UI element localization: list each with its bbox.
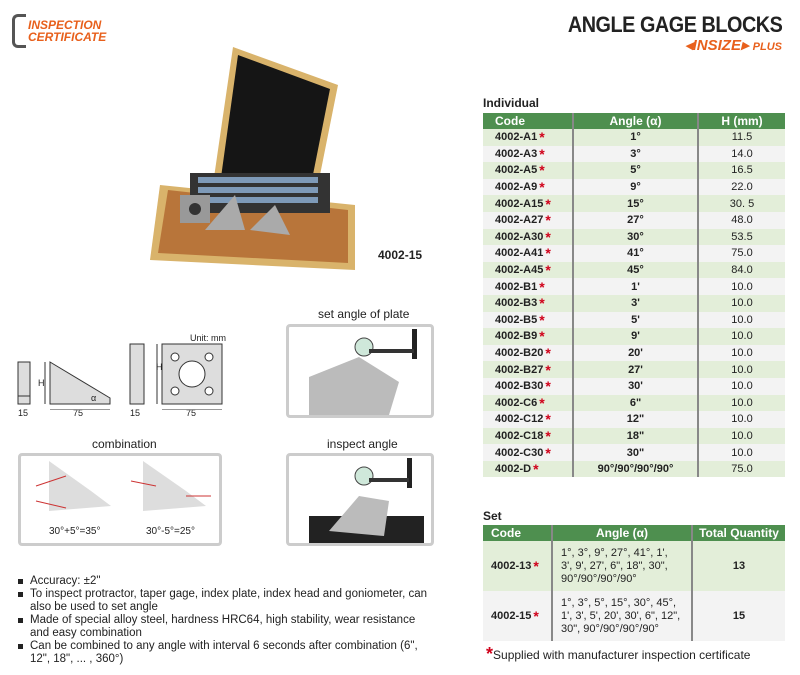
table-row (483, 361, 785, 378)
code-cell: 4002-C30 (495, 446, 544, 459)
angle-cell: 30" (573, 444, 698, 461)
code-cell: 4002-B20 (495, 347, 544, 360)
table-row (483, 295, 785, 312)
angle-cell: 12" (573, 411, 698, 428)
certificate-star-icon: * (539, 311, 545, 328)
height-cell: 10.0 (698, 395, 785, 412)
col-height: H (mm) (698, 113, 785, 129)
individual-table (483, 113, 785, 477)
code-cell: 4002-B3 (495, 297, 538, 310)
certificate-star-icon: * (545, 444, 551, 461)
angle-cell: 5' (573, 312, 698, 329)
height-cell: 10.0 (698, 328, 785, 345)
set-angle-photo (286, 324, 434, 418)
height-cell: 10.0 (698, 444, 785, 461)
height-cell: 75.0 (698, 245, 785, 262)
table-row (483, 591, 785, 641)
code-cell: 4002-C18 (495, 429, 544, 442)
angles-line: 3', 9', 27', 6", 18", 30", (561, 559, 668, 572)
certificate-star-icon: * (539, 145, 545, 162)
code-cell: 4002-A27 (495, 214, 544, 227)
combination-diff-label: 30°-5°=25° (146, 526, 195, 537)
table-row (483, 278, 785, 295)
certificate-star-icon: * (533, 608, 539, 624)
angles-line: 1°, 3°, 9°, 27°, 41°, 1', (561, 546, 668, 559)
table-row (483, 212, 785, 229)
angles-line: 30", 90°/90°/90°/90° (561, 622, 659, 635)
certificate-star-icon: * (539, 278, 545, 295)
height-cell: 11.5 (698, 129, 785, 146)
angle-cell: 41° (573, 245, 698, 262)
angle-cell: 5° (573, 162, 698, 179)
set-angles (552, 591, 692, 641)
unit-label: Unit: mm (190, 333, 226, 343)
page-title: ANGLE GAGE BLOCKS (567, 12, 782, 37)
table-row (483, 328, 785, 345)
combination-sum-label: 30°+5°=35° (49, 526, 101, 537)
certificate-star-icon: * (545, 345, 551, 362)
table-row (483, 229, 785, 246)
angle-cell: 3' (573, 295, 698, 312)
set-table (483, 525, 785, 641)
table-row (483, 395, 785, 412)
code-cell: 4002-B5 (495, 313, 538, 326)
table-row (483, 162, 785, 179)
product-model-label: 4002-15 (378, 248, 423, 262)
angle-cell: 20' (573, 345, 698, 362)
certificate-star-icon: * (539, 394, 545, 411)
feature-list (16, 575, 436, 666)
certificate-star-icon: * (545, 378, 551, 395)
certificate-star-icon: * (539, 162, 545, 179)
code-cell: 4002-A41 (495, 247, 544, 260)
height-cell: 10.0 (698, 312, 785, 329)
col-angle: Angle (α) (573, 113, 698, 129)
height-label-2: H (156, 362, 163, 372)
certificate-star-icon: * (533, 461, 539, 478)
angle-cell: 3° (573, 146, 698, 163)
footnote-text: Supplied with manufacturer inspection certificate (493, 648, 751, 662)
feature-item: Made of special alloy steel, hardness HRC64, high stability, wear resistance and easy combination (16, 614, 436, 640)
table-row (483, 378, 785, 395)
certificate-star-icon: * (545, 411, 551, 428)
angle-cell: 6" (573, 395, 698, 412)
code-cell: 4002-A1 (495, 131, 538, 144)
height-cell: 10.0 (698, 295, 785, 312)
table-row (483, 129, 785, 146)
code-cell: 4002-A15 (495, 197, 544, 210)
code-cell: 4002-C6 (495, 396, 538, 409)
feature-item: Can be combined to any angle with interval 6 seconds after combination (6", 12", 18", ... , 360°) (16, 640, 436, 666)
set-quantity: 13 (692, 541, 785, 591)
height-cell: 16.5 (698, 162, 785, 179)
combination-caption: combination (92, 437, 157, 451)
height-cell: 10.0 (698, 361, 785, 378)
certificate-star-icon: * (545, 195, 551, 212)
height-cell: 14.0 (698, 146, 785, 163)
brand-suffix: PLUS (752, 41, 782, 53)
table-row (483, 262, 785, 279)
feature-item: To inspect protractor, taper gage, index plate, index head and goniometer, can also be used to set angle (16, 588, 436, 614)
brand-name: INSIZE (692, 37, 741, 54)
certificate-star-icon: * (539, 295, 545, 312)
set-angle-caption: set angle of plate (318, 307, 410, 321)
height-cell: 30. 5 (698, 195, 785, 212)
angle-cell: 27° (573, 212, 698, 229)
code-cell: 4002-A30 (495, 230, 544, 243)
code-cell: 4002-A3 (495, 147, 538, 160)
table-row (483, 461, 785, 478)
table-row (483, 146, 785, 163)
table-row (483, 179, 785, 196)
height-cell: 75.0 (698, 461, 785, 478)
table-row (483, 411, 785, 428)
angles-line: 1°, 3°, 5°, 15°, 30°, 45°, (561, 596, 677, 609)
certificate-star-icon: * (545, 262, 551, 279)
set-heading: Set (483, 509, 502, 523)
angle-cell: 1° (573, 129, 698, 146)
table-row (483, 345, 785, 362)
angle-cell: 30° (573, 229, 698, 246)
angles-line: 1', 3', 5', 20', 30', 6", 12", (561, 609, 681, 622)
certificate-star-icon: * (545, 361, 551, 378)
col-code: Code (483, 113, 573, 129)
code-cell: 4002-A5 (495, 164, 538, 177)
height-cell: 10.0 (698, 428, 785, 445)
width-dimension-2: 15 (130, 408, 141, 418)
angle-cell: 18" (573, 428, 698, 445)
certificate-star-icon: * (533, 558, 539, 574)
angle-cell: 27' (573, 361, 698, 378)
code-cell: 4002-B27 (495, 363, 544, 376)
set-code: 4002-13 (491, 560, 532, 572)
set-angles (552, 541, 692, 591)
angle-cell: 90°/90°/90°/90° (573, 461, 698, 478)
combination-photo (18, 453, 222, 546)
brand-logo: ◂INSIZE▸ PLUS (685, 37, 782, 54)
badge-line1: INSPECTION (28, 18, 102, 32)
angle-cell: 9° (573, 179, 698, 196)
individual-heading: Individual (483, 96, 540, 110)
height-cell: 10.0 (698, 345, 785, 362)
code-cell: 4002-A9 (495, 181, 538, 194)
table-row (483, 444, 785, 461)
code-cell: 4002-C12 (495, 413, 544, 426)
table-row (483, 541, 785, 591)
set-quantity: 15 (692, 591, 785, 641)
inspection-certificate-badge (12, 14, 122, 48)
certificate-star-icon: * (539, 328, 545, 345)
height-cell: 22.0 (698, 179, 785, 196)
height-cell: 10.0 (698, 411, 785, 428)
badge-line2: CERTIFICATE (28, 30, 107, 44)
feature-item: Accuracy: ±2" (16, 575, 436, 588)
code-cell: 4002-B1 (495, 280, 538, 293)
certificate-star-icon: * (545, 228, 551, 245)
height-cell: 84.0 (698, 262, 785, 279)
height-cell: 10.0 (698, 378, 785, 395)
col-quantity: Total Quantity (692, 525, 785, 541)
certificate-star-icon: * (539, 179, 545, 196)
table-row (483, 428, 785, 445)
height-cell: 10.0 (698, 278, 785, 295)
product-case-image (150, 45, 370, 275)
col-angle: Angle (α) (552, 525, 692, 541)
table-row (483, 312, 785, 329)
certificate-star-icon: * (545, 427, 551, 444)
angle-cell: 45° (573, 262, 698, 279)
certificate-star-icon: * (486, 644, 494, 664)
table-row (483, 245, 785, 262)
angle-label: α (91, 393, 97, 403)
certificate-star-icon: * (545, 212, 551, 229)
code-cell: 4002-A45 (495, 264, 544, 277)
table-row (483, 195, 785, 212)
certificate-star-icon: * (539, 129, 545, 146)
length-dimension-2: 75 (186, 408, 197, 418)
angle-cell: 30' (573, 378, 698, 395)
inspect-angle-photo (286, 453, 434, 546)
length-dimension: 75 (73, 408, 84, 418)
inspect-angle-caption: inspect angle (327, 437, 398, 451)
set-code: 4002-15 (491, 610, 532, 622)
height-cell: 48.0 (698, 212, 785, 229)
angles-line: 90°/90°/90°/90° (561, 572, 637, 585)
width-dimension: 15 (18, 408, 29, 418)
angle-cell: 15° (573, 195, 698, 212)
height-cell: 53.5 (698, 229, 785, 246)
height-label: H (38, 378, 45, 388)
code-cell: 4002-D (495, 463, 532, 476)
footnote (484, 644, 751, 664)
angle-cell: 1' (573, 278, 698, 295)
code-cell: 4002-B30 (495, 380, 544, 393)
col-code: Code (483, 525, 552, 541)
code-cell: 4002-B9 (495, 330, 538, 343)
angle-cell: 9' (573, 328, 698, 345)
certificate-star-icon: * (545, 245, 551, 262)
